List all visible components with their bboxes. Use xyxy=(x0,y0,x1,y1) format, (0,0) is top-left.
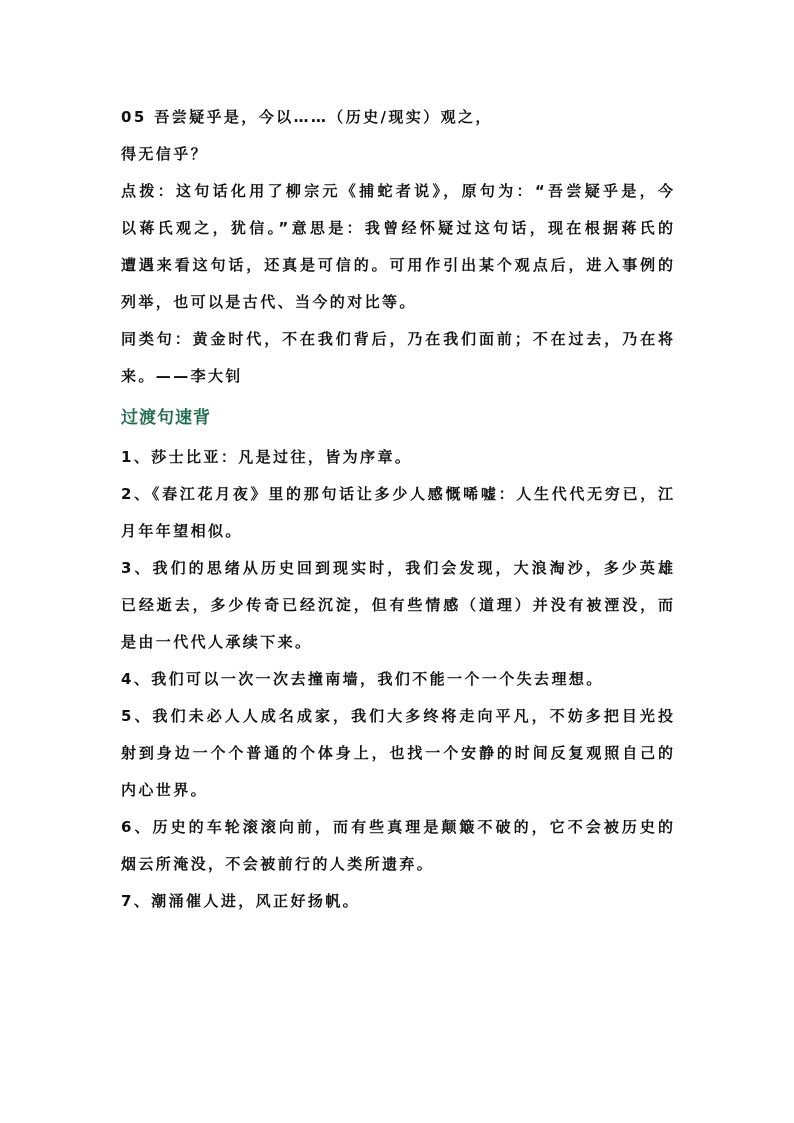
list-item: 5、我们未必人人成名成家，我们大多终将走向平凡，不妨多把目光投 xyxy=(121,707,673,725)
list-item-continuation: 月年年望相似。 xyxy=(121,522,243,540)
document-page xyxy=(121,102,673,923)
text-line: 同类句：黄金时代，不在我们背后，乃在我们面前；不在过去，乃在将 xyxy=(121,330,673,348)
text-line: 来。——李大钊 xyxy=(121,367,243,385)
list-item: 7、潮涌催人进，风正好扬帆。 xyxy=(121,892,361,910)
list-item: 2、《春江花月夜》里的那句话让多少人感慨唏嘘：人生代代无穷已，江 xyxy=(121,485,673,503)
text-line: 点拨：这句话化用了柳宗元《捕蛇者说》，原句为：“吾尝疑乎是，今 xyxy=(121,182,673,200)
list-item: 4、我们可以一次一次去撞南墙，我们不能一个一个失去理想。 xyxy=(121,670,604,688)
text-line: 得无信乎？ xyxy=(121,145,209,163)
list-item-continuation: 烟云所淹没，不会被前行的人类所遗弃。 xyxy=(121,855,435,873)
text-line: 以蒋氏观之，犹信。”意思是：我曾经怀疑过这句话，现在根据蒋氏的 xyxy=(121,219,673,237)
list-item-continuation: 射到身边一个个普通的个体身上，也找一个安静的时间反复观照自己的 xyxy=(121,744,673,762)
section-transitions xyxy=(121,442,673,923)
text-line: 05 吾尝疑乎是，今以……（历史/现实）观之， xyxy=(121,108,493,126)
list-item-continuation: 内心世界。 xyxy=(121,781,209,799)
text-line: 遭遇来看这句话，还真是可信的。可用作引出某个观点后，进入事例的 xyxy=(121,256,673,274)
text-line: 列举，也可以是古代、当今的对比等。 xyxy=(121,293,417,311)
list-item: 6、历史的车轮滚滚向前，而有些真理是颠簸不破的，它不会被历史的 xyxy=(121,818,673,836)
section-quote xyxy=(121,102,673,398)
list-item: 1、莎士比亚：凡是过往，皆为序章。 xyxy=(121,448,413,466)
section-heading: 过渡句速背 xyxy=(121,408,211,428)
list-item-continuation: 已经逝去，多少传奇已经沉淀，但有些情感（道理）并没有被湮没，而 xyxy=(121,596,673,614)
list-item: 3、我们的思绪从历史回到现实时，我们会发现，大浪淘沙，多少英雄 xyxy=(121,559,673,577)
list-item-continuation: 是由一代代人承续下来。 xyxy=(121,633,313,651)
